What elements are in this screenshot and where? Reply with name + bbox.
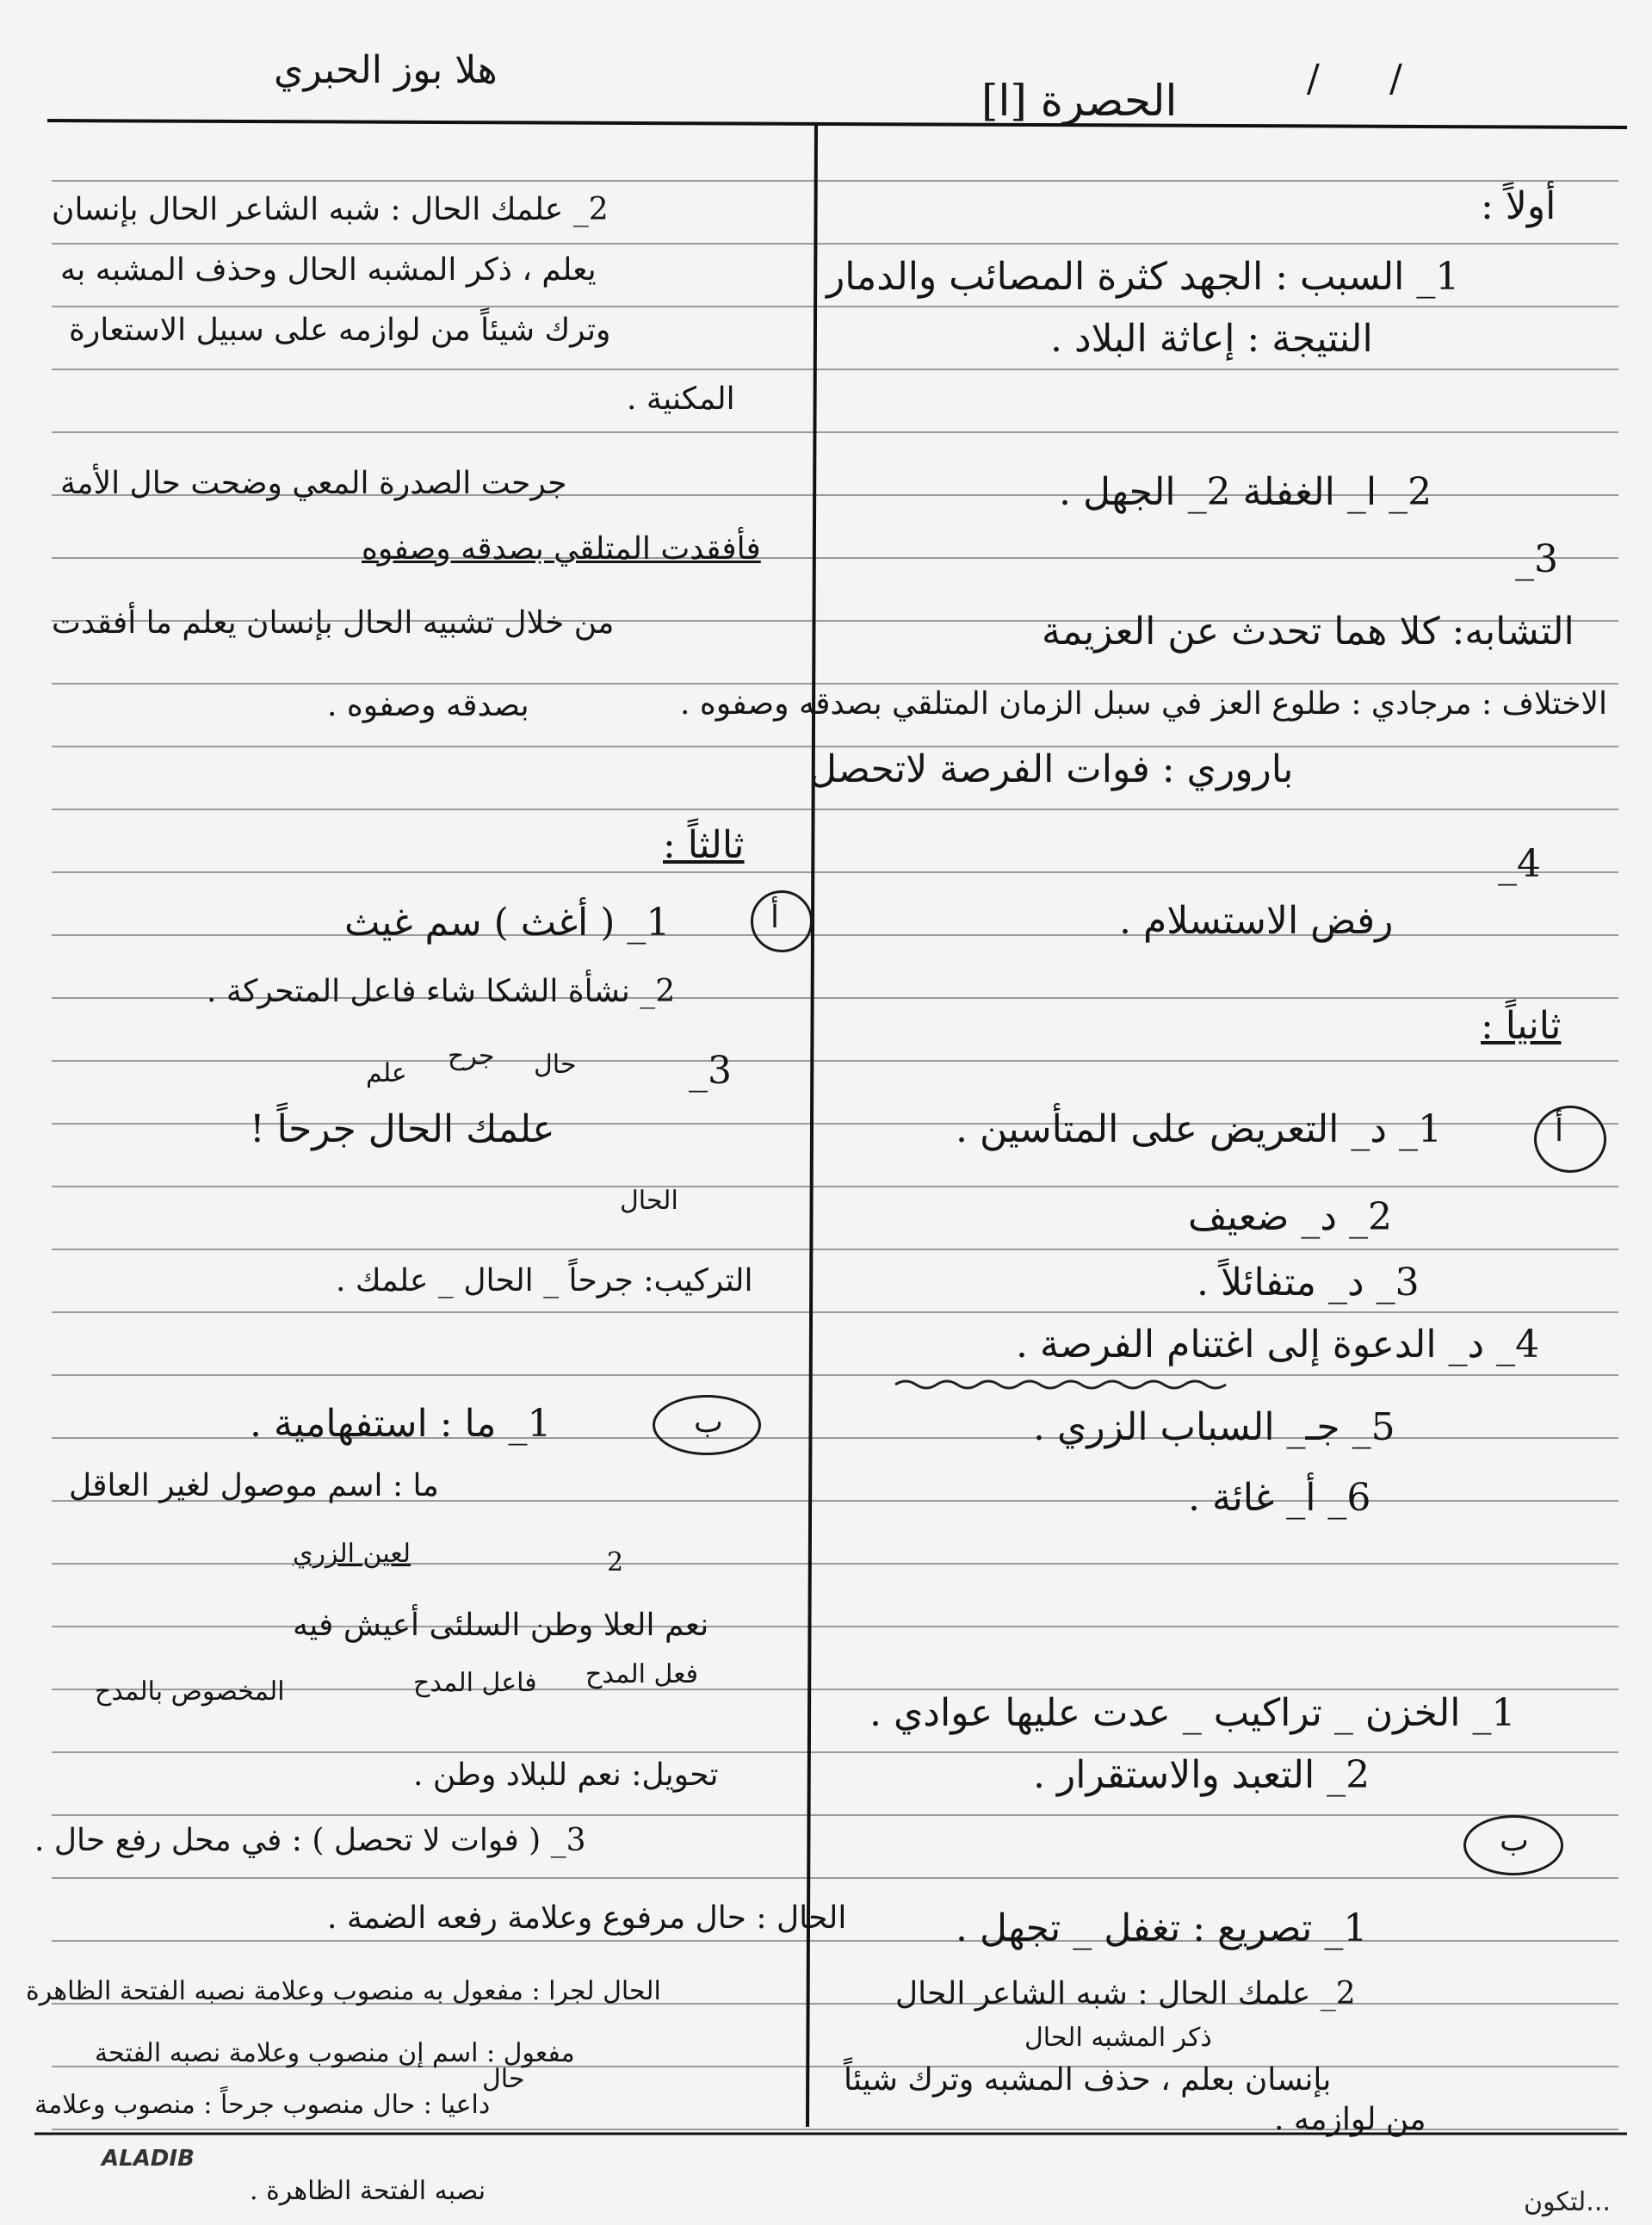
answer-line: من خلال تشبيه الحال بإنسان يعلم ما أفقدت: [52, 605, 615, 641]
answer-annotation: حال: [534, 1050, 577, 1080]
answer-line: بإنسان بعلم ، حذف المشبه وترك شيئاً: [844, 2062, 1332, 2098]
answer-line: 3_: [1515, 537, 1558, 581]
answer-line: علمك الحال جرحاً !: [250, 1107, 555, 1151]
publisher-logo: ALADIB: [102, 2146, 195, 2172]
answer-annotation: فعل المدح: [585, 1659, 699, 1689]
page-title: الحصرة [ا]: [981, 76, 1178, 126]
answer-line: 1_ تصريع : تغفل _ تجهل .: [956, 1906, 1368, 1950]
answer-line: 2_ علمك الحال : شبه الشاعر الحال: [895, 1976, 1356, 2011]
answer-line: الحال لجرا : مفعول به منصوب وعلامة نصبه الفتحة الظاهرة: [26, 1976, 661, 2006]
item-label: ب: [694, 1404, 723, 1440]
section-heading: ثانياً :: [1481, 1004, 1562, 1048]
answer-annotation: المخصوص بالمدح: [95, 1676, 285, 1707]
answer-annotation: فاعل المدح: [413, 1668, 537, 1698]
answer-line: رفض الاستسلام .: [1119, 899, 1394, 943]
answer-line: النتيجة : إعاثة البلاد .: [1050, 317, 1373, 361]
answer-line: 1_ ما : استفهامية .: [250, 1402, 552, 1446]
answer-line: من لوازمه .: [1274, 2102, 1426, 2137]
answer-line: الاختلاف : مرجادي : طلوع العز في سبل الزمان المتلقي بصدقه وصفوه .: [680, 686, 1607, 722]
answer-line: 6_ أ_ غائة .: [1188, 1476, 1371, 1520]
answer-line: بصدقه وصفوه .: [327, 688, 529, 723]
answer-line: 3_: [689, 1049, 732, 1093]
answer-line: المكنية .: [627, 381, 735, 417]
answer-line: وترك شيئاً من لوازمه على سبيل الاستعارة: [69, 313, 611, 348]
answer-line: يعلم ، ذكر المشبه الحال وحذف المشبه به: [60, 252, 597, 288]
answer-line: جرحت الصدرة المعي وضحت حال الأمة: [60, 466, 567, 501]
date-slash: /: [1389, 57, 1402, 101]
item-circle-marker: [751, 890, 813, 952]
item-circle-marker: [1534, 1106, 1606, 1173]
answer-line: التشابه: كلا هما تحدث عن العزيمة: [1042, 610, 1575, 654]
answer-annotation: الحال: [620, 1186, 678, 1216]
answer-line: داعيا : حال منصوب جرحاً : منصوب وعلامة: [34, 2090, 491, 2120]
item-label: ب: [1500, 1823, 1529, 1858]
answer-annotation: حال: [482, 2064, 525, 2094]
answer-line: 3_ ( فوات لا تحصل ) : في محل رفع حال .: [34, 1823, 586, 1858]
answer-line: 4_ د_ الدعوة إلى اغتنام الفرصة .: [1016, 1323, 1540, 1367]
answer-annotation: علم: [366, 1058, 407, 1088]
answer-line: 5_ جـ_ السباب الزري .: [1033, 1405, 1395, 1449]
answer-line: 2_ ا_ الغفلة 2_ الجهل .: [1059, 470, 1432, 514]
answer-annotation: لعين الزري: [293, 1539, 411, 1569]
answer-line: 1_ ( أغث ) سم غيث: [344, 901, 671, 945]
answer-line: 1_ د_ التعريض على المتأسين .: [956, 1107, 1442, 1151]
answer-line: 1_ السبب : الجهد كثرة المصائب والدمار: [826, 255, 1460, 299]
answer-line: نعم العلا وطن السلئى أعيش فيه: [293, 1608, 709, 1643]
answer-line: 2_ التعبد والاستقرار .: [1033, 1753, 1370, 1797]
answer-line: 4_: [1498, 842, 1541, 886]
item-label: أ: [770, 900, 780, 935]
answer-line: 2_ د_ ضعيف: [1188, 1195, 1392, 1239]
answer-line: مفعول : اسم إن منصوب وعلامة نصبه الفتحة: [95, 2038, 575, 2068]
answer-line: 1_ الخزن _ تراكيب _ عدت عليها عوادي .: [869, 1691, 1516, 1735]
answer-line: تحويل: نعم للبلاد وطن .: [413, 1757, 719, 1793]
continue-label: لتكون...: [1524, 2187, 1611, 2217]
answer-annotation: 2: [607, 1547, 624, 1577]
answer-line: الحال : حال مرفوع وعلامة رفعه الضمة .: [327, 1900, 847, 1936]
section-heading: أولاً :: [1481, 184, 1556, 228]
date-slash: /: [1307, 57, 1320, 101]
answer-line: فأفقدت المتلقي بصدقه وصفوه: [362, 531, 761, 567]
answer-annotation: جرح: [448, 1041, 495, 1071]
item-label: أ: [1555, 1113, 1564, 1149]
answer-line: 2_ علمك الحال : شبه الشاعر الحال بإنسان: [52, 192, 609, 227]
answer-line: نصبه الفتحة الظاهرة .: [250, 2176, 486, 2206]
student-name: هلا بوز الحبري: [274, 48, 498, 92]
answer-line: 3_ د_ متفائلاً .: [1197, 1261, 1420, 1305]
answer-line: 2_ نشأة الشكا شاء فاعل المتحركة .: [207, 974, 676, 1009]
answer-line: باروري : فوات الفرصة لاتحصل: [809, 747, 1294, 791]
answer-annotation: ذكر المشبه الحال: [1024, 2023, 1212, 2053]
answer-line: التركيب: جرحاً _ الحال _ علمك .: [336, 1263, 753, 1298]
answer-line: ما : اسم موصول لغير العاقل: [69, 1468, 439, 1503]
section-heading: ثالثاً :: [663, 823, 745, 867]
